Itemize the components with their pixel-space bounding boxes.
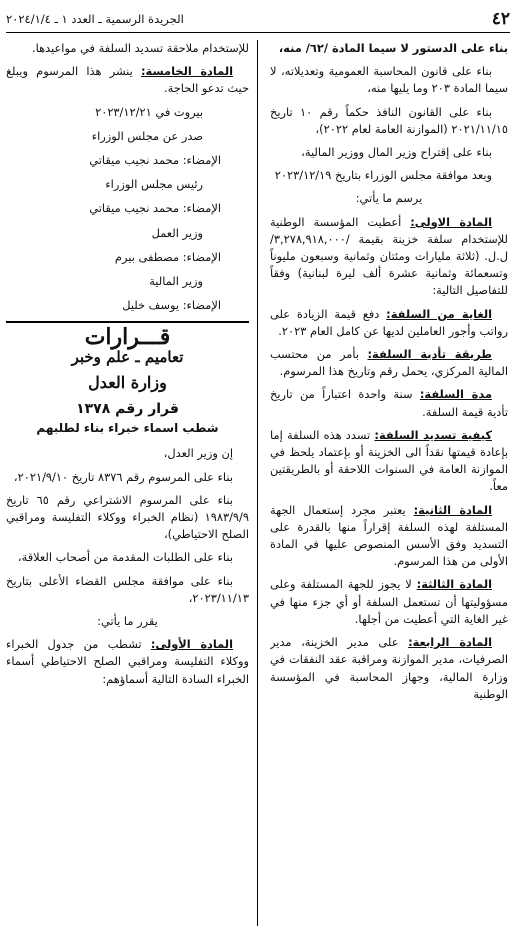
- body-paragraph: يرسم ما يأتي:: [355, 191, 423, 206]
- article-paragraph: [270, 427, 508, 496]
- article-paragraph: [6, 63, 249, 97]
- ministry-title: وزارة العدل: [88, 372, 167, 392]
- article-paragraph: [270, 214, 508, 300]
- signature-line: وزير العمل: [151, 225, 203, 240]
- body-paragraph: بناء على القانون النافذ حكماً رقم ١٠ تاريخ ٢٠٢١/١١/١٥ (الموازنة العامة لعام ٢٠٢٢)،: [270, 104, 508, 136]
- signature-line: رئيس مجلس الوزراء: [105, 177, 203, 192]
- body-paragraph: بناء على المرسوم رقم ٨٣٧٦ تاريخ ٢٠٢١/٩/١٠،: [13, 469, 233, 484]
- article-label: طريقة تأدية السلفة:: [367, 347, 492, 362]
- article-text: بأمر من محتسب المالية المركزي، يحمل رقم وتاريخ هذا المرسوم.: [270, 347, 508, 379]
- body-paragraph: بناء على الطلبات المقدمة من أصحاب العلاقة،: [17, 550, 233, 565]
- article-text: دفع قيمة الزيادة على رواتب وأجور العاملين لديها عن كامل العام ٢٠٢٣.: [270, 306, 508, 338]
- article-text: أعطيت المؤسسة الوطنية للإستخدام سلفة خزينة بقيمة /٣,٢٧٨,٩١٨,٠٠٠/ ل.ل. (ثلاثة مليارات ومئتان وثمانية وسبعون مليوناً وتسعمائة وثمانية عشرة ألف ليرة لبنانية) وفقاً للتفاصيل التالية:: [270, 214, 508, 298]
- signature-line: الإمضاء: يوسف خليل: [122, 298, 221, 313]
- body-paragraph: بناء على الدستور لا سيما المادة /٦٢/ منه،: [278, 41, 508, 55]
- article-paragraph: [270, 346, 508, 380]
- article-text: تسدد هذه السلفة إما بإعادة قيمتها نقداً الى الخزينة أو بإعتماد يلحظ في الموازنة العامة في السنوات اللاحقة أو بالطريقتين معاً.: [270, 427, 508, 494]
- signature-line: الإمضاء: مصطفى بيرم: [114, 249, 221, 264]
- article-text: سنة واحدة اعتباراً من تاريخ تأدية قيمة السلفة.: [270, 387, 508, 419]
- article-paragraph: [270, 634, 508, 703]
- article-text: تشطب من جدول الخبراء ووكلاء التفليسة ومراقبي الصلح الاحتياطي أسماء الخبراء السادة التالية أسماؤهم:: [6, 637, 249, 686]
- article-label: المادة الاولى:: [410, 214, 493, 229]
- page-number: ٤٢: [491, 9, 510, 29]
- decisions-title: قـــرارات: [84, 324, 171, 351]
- body-paragraph: للإستخدام ملاحقة تسديد السلفة في مواعيدها.: [31, 41, 249, 55]
- article-paragraph: [270, 502, 508, 571]
- body-paragraph: بناء على قانون المحاسبة العمومية وتعديلاته، لا سيما المادة ٢٠٣ وما يليها منه،: [270, 64, 508, 96]
- article-label: المادة الأولى:: [150, 637, 233, 652]
- signature-line: صدر عن مجلس الوزراء: [91, 128, 203, 143]
- page-header: [6, 6, 510, 33]
- article-paragraph: [270, 386, 508, 420]
- signature-line: الإمضاء: محمد نجيب ميقاتي: [89, 153, 221, 168]
- body-paragraph: إن وزير العدل،: [163, 446, 233, 461]
- article-text: ينشر هذا المرسوم ويبلغ حيث تدعو الحاجة.: [6, 64, 249, 96]
- article-label: المادة الثالثة:: [416, 577, 492, 592]
- right-column: [270, 40, 508, 928]
- article-text: على مدير الخزينة، مدير الصرفيات، مدير الموازنة ومراقبة عقد النفقات في وزارة المالية، وجهاز المحاسبة في المؤسسة الوطنية: [270, 635, 508, 701]
- article-text: يعتبر مجرد إستعمال الجهة المستلفة لهذه السلفة إقراراً منها بالقدرة على التسديد وفق الأسس المنصوص عليها في المادة الأولى من هذا المرسوم.: [270, 502, 508, 569]
- signature-line: بيروت في ٢٠٢٣/١٢/٢١: [95, 104, 203, 119]
- signature-line: وزير المالية: [149, 274, 203, 289]
- body-paragraph: بناء على المرسوم الاشتراعي رقم ٦٥ تاريخ ١٩٨٣/٩/٩ (نظام الخبراء ووكلاء التفليسة ومراقبي الصلح الاحتياطي)،: [6, 492, 249, 542]
- column-divider: [257, 40, 258, 926]
- decree-ending: [6, 40, 249, 314]
- article-paragraph: [6, 636, 249, 688]
- article-paragraph: [270, 306, 508, 340]
- decision-subject: شطب اسماء خبراء بناء لطلبهم: [36, 421, 219, 436]
- article-paragraph: [270, 576, 508, 628]
- article-label: المادة الخامسة:: [141, 64, 233, 79]
- article-label: المادة الثانية:: [413, 502, 492, 517]
- signature-line: الإمضاء: محمد نجيب ميقاتي: [89, 201, 221, 216]
- body-paragraph: بناء على إقتراح وزير المال ووزير المالية،: [301, 145, 492, 160]
- body-paragraph: يقرر ما يأتي:: [97, 614, 158, 629]
- article-label: مدة السلفة:: [419, 387, 493, 402]
- decision-number: قرار رقم ١٣٧٨: [76, 401, 179, 418]
- article-text: لا يجوز للجهة المستلفة وعلى مسؤوليتها أن تستعمل السلفة أو أي جزء منها في غير الغاية التي أعطيت من أجلها.: [270, 577, 508, 626]
- decisions-subtitle: تعاميم ـ علم وخبر: [71, 347, 184, 366]
- running-title: الجريدة الرسمية ـ العدد ١ ـ ٢٠٢٤/١/٤: [6, 12, 184, 26]
- article-label: المادة الرابعة:: [408, 635, 492, 650]
- section-rule: [6, 321, 249, 323]
- body-paragraph: وبعد موافقة مجلس الوزراء بتاريخ ٢٠٢٣/١٢/١٩: [274, 168, 492, 183]
- article-label: كيفية تسديد السلفة:: [374, 427, 492, 442]
- body-paragraph: بناء على موافقة مجلس القضاء الأعلى بتاريخ ٢٠٢٣/١١/١٣،: [6, 573, 249, 605]
- decision-body: [6, 445, 249, 687]
- article-label: الغاية من السلفة:: [386, 306, 492, 321]
- left-column: [6, 40, 249, 928]
